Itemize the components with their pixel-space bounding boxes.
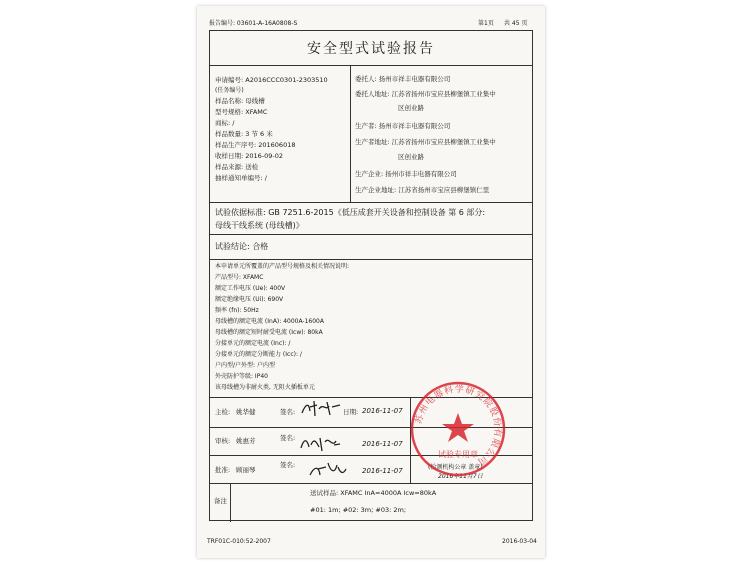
person-name: 顾丽琴: [236, 466, 256, 474]
info-line: 申请编号: A2016CCC0301-2303510: [215, 76, 328, 84]
person-name: 姚华健: [236, 408, 256, 416]
role-label: 审核:: [215, 437, 231, 445]
test-standard: 试验依据标准: GB 7251.6-2015《低压成套开关设备和控制设备 第 6 部分:: [215, 208, 486, 217]
svg-text:苏州电器科学研究院股份有限公司: 苏州电器科学研究院股份有限公司: [414, 384, 503, 467]
coverage-line: 额定工作电压 (Ue): 400V: [215, 285, 286, 292]
page-number: 第1页: [478, 20, 494, 27]
info-line: 商标: /: [215, 119, 235, 127]
column-divider: [230, 483, 231, 522]
info-line: 区创业路: [398, 153, 424, 161]
coverage-line: 分接单元的额定电流 (Inc): /: [215, 340, 291, 347]
test-standard: 母线干线系统 (母线槽)》: [215, 221, 304, 230]
coverage-line: 产品型号: XFAMC: [215, 274, 264, 281]
sign-date: 2016-11-07: [362, 407, 403, 415]
handwritten-signature: [298, 433, 342, 453]
divider: [210, 259, 532, 260]
coverage-line: 额定绝缘电压 (Ui): 690V: [215, 296, 284, 303]
role-label: 批准:: [215, 466, 231, 474]
coverage-line: 本申请单元所覆盖的产品型号规格及相关情况说明:: [215, 263, 350, 270]
coverage-line: 频率 (fn): 50Hz: [215, 307, 259, 314]
report-page: [197, 6, 545, 558]
sign-label: 签名:: [280, 461, 296, 469]
divider: [210, 234, 532, 235]
coverage-line: 分接单元的额定分断能力 (Icc): /: [215, 351, 302, 358]
info-line: 样品生产序号: 201606018: [215, 141, 296, 149]
info-line: 区创业路: [398, 104, 424, 112]
info-line: 生产企业地址: 江苏省扬州市宝应县柳堡镇仁里: [355, 186, 490, 194]
role-label: 主检:: [215, 408, 231, 416]
report-number: 报告编号: 03601-A-16A0808-S: [209, 20, 298, 27]
info-line: 样品来源: 送检: [215, 163, 259, 171]
date-label: 日期:: [343, 408, 359, 416]
coverage-line: 该母线槽为非耐火类, 无阻火插板单元: [215, 384, 315, 391]
remark-line: 送试样品: XFAMC InA=4000A Icw=80kA: [310, 489, 437, 497]
handwritten-signature: [300, 399, 342, 419]
column-divider: [350, 65, 351, 202]
info-line: 生产者地址: 江苏省扬州市宝应县柳堡镇工业集中: [355, 138, 496, 146]
divider: [210, 65, 532, 66]
info-line: 委托人: 扬州市祥丰电器有限公司: [355, 75, 451, 83]
info-line: 委托人地址: 江苏省扬州市宝应县柳堡镇工业集中: [355, 90, 496, 98]
coverage-line: 母线槽的额定短时耐受电流 (Icw): 80kA: [215, 329, 323, 336]
divider: [210, 202, 532, 203]
info-line: 抽样通知单编号: /: [215, 174, 267, 182]
info-line: 生产企业: 扬州市祥丰电器有限公司: [355, 170, 457, 178]
sign-label: 签名:: [280, 408, 296, 416]
seal-caption: (检测机构公章 盖章): [428, 464, 483, 471]
person-name: 姚惠芳: [236, 437, 256, 445]
info-line: 收样日期: 2016-09-02: [215, 152, 284, 160]
remark-line: #01: 1m; #02: 3m; #03: 2m;: [310, 506, 407, 514]
info-line: 型号规格: XFAMC: [215, 108, 268, 116]
form-date: 2016-03-04: [502, 538, 537, 545]
coverage-line: 母线槽的额定电流 (InA): 4000A-1600A: [215, 318, 324, 325]
info-line: 生产者: 扬州市祥丰电器有限公司: [355, 122, 451, 130]
coverage-line: 户内型/户外型: 户内型: [215, 362, 275, 369]
sign-date: 2016-11-07: [362, 467, 403, 475]
coverage-line: 外壳防护等级: IP40: [215, 373, 268, 380]
info-line: (任务编号): [215, 87, 244, 94]
official-seal-stamp: [409, 380, 507, 478]
info-line: 样品数量: 3 节 6 米: [215, 130, 273, 138]
info-line: 样品名称: 母线槽: [215, 97, 265, 105]
sign-label: 签名:: [280, 434, 296, 442]
svg-text:试验专用章: 试验专用章: [438, 450, 478, 459]
page-total: 共 45 页: [504, 20, 528, 27]
divider: [210, 483, 532, 484]
remark-label: 备注: [214, 497, 227, 505]
report-title: 安全型式试验报告: [307, 41, 435, 57]
sign-date: 2016-11-07: [362, 440, 403, 448]
test-conclusion: 试验结论: 合格: [215, 242, 269, 251]
handwritten-signature: [308, 459, 348, 481]
form-code: TRF01C-010:52-2007: [207, 538, 271, 545]
seal-date: 2016年11月7日: [438, 473, 483, 480]
